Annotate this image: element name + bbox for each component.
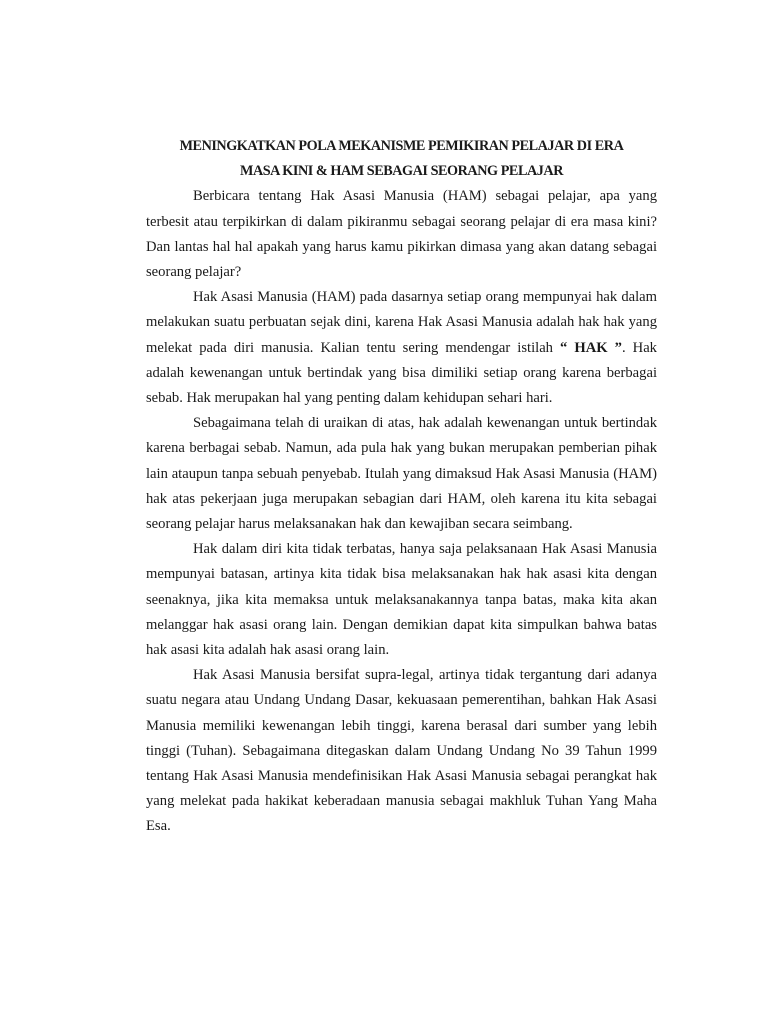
document-title <box>146 134 657 184</box>
title-line-1: MENINGKATKAN POLA MEKANISME PEMIKIRAN PELAJAR DI ERA <box>179 138 624 154</box>
paragraph-3: Sebagaimana telah di uraikan di atas, hak adalah kewenangan untuk bertindak karena berbagai sebab. Namun, ada pula hak yang bukan merupakan pemberian pihak lain ataupun tanpa sebuah penyebab. Itulah yang dimaksud Hak Asasi Manusia (HAM) hak atas pekerjaan juga merupakan sebagian dari HAM, oleh karena itu kita sebagai seorang pelajar harus melaksanakan hak dan kewajiban secara seimbang. <box>146 415 657 533</box>
paragraph-2-text-after: . Hak adalah kewenangan untuk bertindak yang bisa dimiliki setiap orang karena berbagai sebab. Hak merupakan hal yang penting dalam kehidupan sehari hari. <box>146 339 657 407</box>
paragraph-1: Berbicara tentang Hak Asasi Manusia (HAM) sebagai pelajar, apa yang terbesit atau terpikirkan di dalam pikiranmu sebagai seorang pelajar di era masa kini? Dan lantas hal hal apakah yang harus kamu pikirkan dimasa yang akan datang sebagai seorang pelajar? <box>146 188 657 281</box>
paragraph-5: Hak Asasi Manusia bersifat supra-legal, artinya tidak tergantung dari adanya suatu negara atau Undang Undang Dasar, kekuasaan pemerentihan, bahkan Hak Asasi Manusia memiliki kewenangan lebih tinggi, karena berasal dari sumber yang lebih tinggi (Tuhan). Sebagaimana ditegaskan dalam Undang Undang No 39 Tahun 1999 tentang Hak Asasi Manusia mendefinisikan Hak Asasi Manusia sebagai perangkat hak yang melekat pada hakikat keberadaan manusia sebagai makhluk Tuhan Yang Maha Esa. <box>146 667 657 835</box>
hak-term-bold: “ HAK ” <box>560 339 622 356</box>
document-page <box>146 134 657 840</box>
title-line-2: MASA KINI & HAM SEBAGAI SEORANG PELAJAR <box>240 163 563 180</box>
paragraph-2-text-before: Hak Asasi Manusia (HAM) pada dasarnya setiap orang mempunyai hak dalam melakukan suatu perbuatan sejak dini, karena Hak Asasi Manusia adalah hak hak yang melekat pada diri manusia. Kalian tentu sering mendengar istilah <box>146 289 657 356</box>
paragraph-4: Hak dalam diri kita tidak terbatas, hanya saja pelaksanaan Hak Asasi Manusia mempunyai batasan, artinya kita tidak bisa melaksanakan hak hak asasi kita dengan seenaknya, jika kita memaksa untuk melaksanakannya tanpa batas, maka kita akan melanggar hak asasi orang lain. Dengan demikian dapat kita simpulkan bahwa batas hak asasi kita adalah hak asasi orang lain. <box>146 541 657 659</box>
paragraph-2 <box>146 285 657 411</box>
